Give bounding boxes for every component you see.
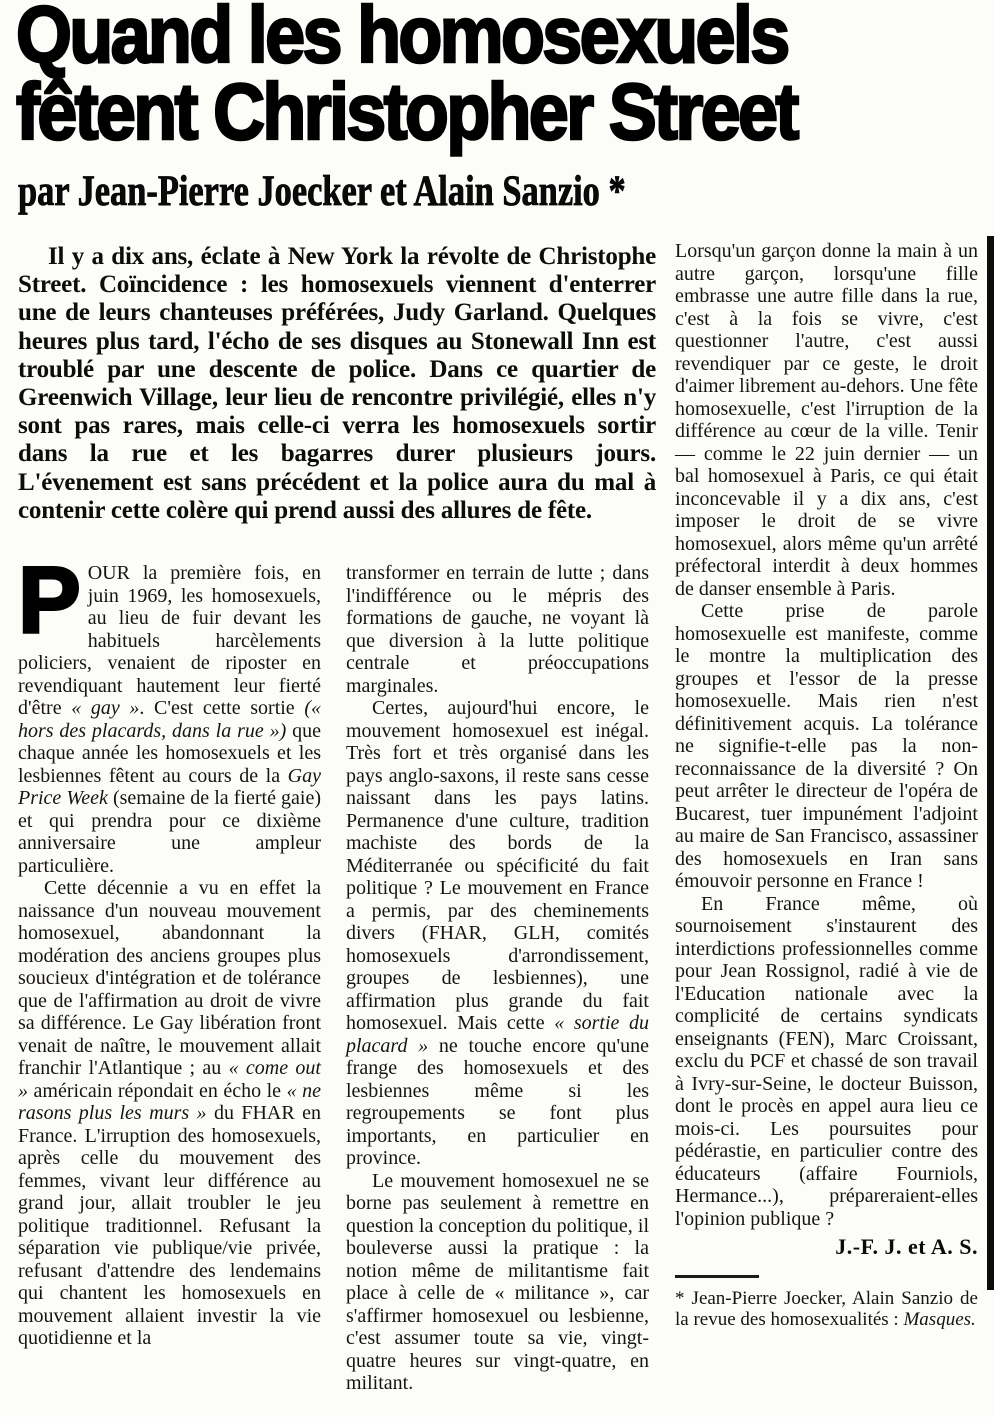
lede-paragraph: Il y a dix ans, éclate à New York la révolte de Christophe Street. Coïncidence : les homosexuels viennent d'enterrer une de leurs chanteuses préférées, Judy Garland. Quelques heures plus tard, l'écho de ses disques au Stonewall Inn est troublé par une descente de police. Dans ce quartier de Greenwich Village, leur lieu de rencontre privilégié, elles n'y sont pas rares, mais celle-ci verra les homosexuels sortir dans la rue et les bagarres durer plusieurs jours. L'évenement est sans précédent et la police aura du mal à contenir cette colère qui prend aussi des allures de fête. <box>18 243 656 524</box>
body-paragraph <box>18 547 322 877</box>
author-initials: J.-F. J. et A. S. <box>835 1234 978 1259</box>
body-paragraph: En France même, où sournoisement s'instaurent des interdictions professionnelles comme pour Jean Rossignol, radié à vie de l'Education nationale avec la complicité de certains syndicats enseignants (FEN), Marc Croissant, exclu du PCF et chassé de son travail à Ivry-sur-Seine, le docteur Buisson, dont le procès en appel aura lieu ce mois-ci. Les poursuites pour pédérastie, en particulier contre des éducateurs (affaire Fourniols, Hermance...), prépareraient-elles l'opinion publique ? <box>675 892 978 1230</box>
paragraph-text: OUR la première fois, en juin 1969, les homosexuels, au lieu de fuir devant les habituels harcèlements policiers, venaient de riposter en revendiquant hautement leur fierté d'être « gay ». C'est cette sortie (« hors des placards, dans la rue ») que chaque année les homosexuels et les lesbiennes fêtent au cours de la Gay Price Week (semaine de la fierté gaie) et qui prendra pour ce dixième anniversaire une ampleur particulière. <box>18 562 322 877</box>
body-paragraph: transformer en terrain de lutte ; dans l'indifférence ou le mépris des formations de gauche, ne voyant là que diversion à la lutte politique centrale et préoccupations marginales. <box>346 562 649 697</box>
body-paragraph: Le mouvement homosexuel ne se borne pas seulement à remettre en question la conception du politique, il bouleverse aussi la pratique : la notion même de militantisme fait place à celle de « militance », car s'affirmer homosexuel ou lesbienne, c'est assumer toute sa vie, vingt-quatre heures sur vingt-quatre, en militant. <box>346 1169 649 1394</box>
body-paragraph: Certes, aujourd'hui encore, le mouvement homosexuel est inégal. Très fort et très organisé dans les pays anglo-saxons, il reste sans cesse naissant dans les pays latins. Permanence d'une culture, tradition machiste des bords de la Méditerranée ou spécificité du fait politique ? Le mouvement en France a permis, par des cheminements divers (FHAR, GLH, comités homosexuels d'arrondissement, groupes de lesbiennes), une affirmation plus grande du fait homosexuel. Mais cette « sortie du placard » ne touche encore qu'une frange des homosexuels et des lesbiennes même si les regroupements se font plus importants, en particulier en province. <box>346 697 649 1169</box>
headline-line-1: Quand les homosexuels <box>16 0 788 79</box>
scan-edge-artifact <box>987 236 994 1290</box>
headline-line-2: fêtent Christopher Street <box>16 67 797 156</box>
body-paragraph: Cette prise de parole homosexuelle est manifeste, comme le montre la multiplication des groupes et l'essor de la presse homosexuelle. Mais rien n'est définitivement acquis. La tolérance ne signifie-t-elle pas la non-reconnaissance de la diversité ? On peut arrêter le directeur de l'opéra de Bucarest, tuer impunément l'adjoint au maire de San Francisco, assassiner des homosexuels en Iran sans émouvoir personne en France ! <box>675 600 978 892</box>
body-paragraph: Cette décennie a vu en effet la naissance d'un nouveau mouvement homosexuel, abandonnant la modération des anciens groupes plus soucieux d'intégration et de tolérance que de l'affirmation au droit de vivre sa différence. Le Gay libération front venait de naître, le mouvement allait franchir l'Atlantique ; au « come out » américain répondait en écho le « ne rasons plus les murs » du FHAR en France. L'irruption des homosexuels, après celle du mouvement des femmes, vivant leur différence au grand jour, allait troubler le jeu politique traditionnel. Refusant la séparation vie publique/vie privée, refusant d'attendre des lendemains qui chantent les homosexuels en mouvement allaient investir la vie quotidienne et la <box>18 877 321 1349</box>
byline: par Jean-Pierre Joecker et Alain Sanzio * <box>18 168 626 215</box>
headline <box>16 0 883 156</box>
drop-cap: P <box>18 547 79 652</box>
body-paragraph: Lorsqu'un garçon donne la main à un autre garçon, lorsqu'une fille embrasse une autre fille dans la rue, c'est à la fois se vivre, c'est questionner l'autre, c'est aussi revendiquer par ce geste, le droit d'aimer librement au-dehors. Une fête homosexuelle, c'est l'irruption de la différence au cœur de la ville. Tenir — comme le 22 juin dernier — un bal homosexuel à Paris, ce qui était inconcevable il y a dix ans, c'est imposer le droit de se vivre homosexuel, alors même qu'un arrêté préfectoral interdit à deux hommes de danser ensemble à Paris. <box>675 240 978 600</box>
column-left <box>18 547 322 1350</box>
column-right <box>675 240 978 1331</box>
column-middle <box>346 562 649 1395</box>
footnote-rule <box>675 1275 759 1278</box>
footnote: * Jean-Pierre Joecker, Alain Sanzio de la revue des homosexualités : Masques. <box>675 1287 978 1330</box>
